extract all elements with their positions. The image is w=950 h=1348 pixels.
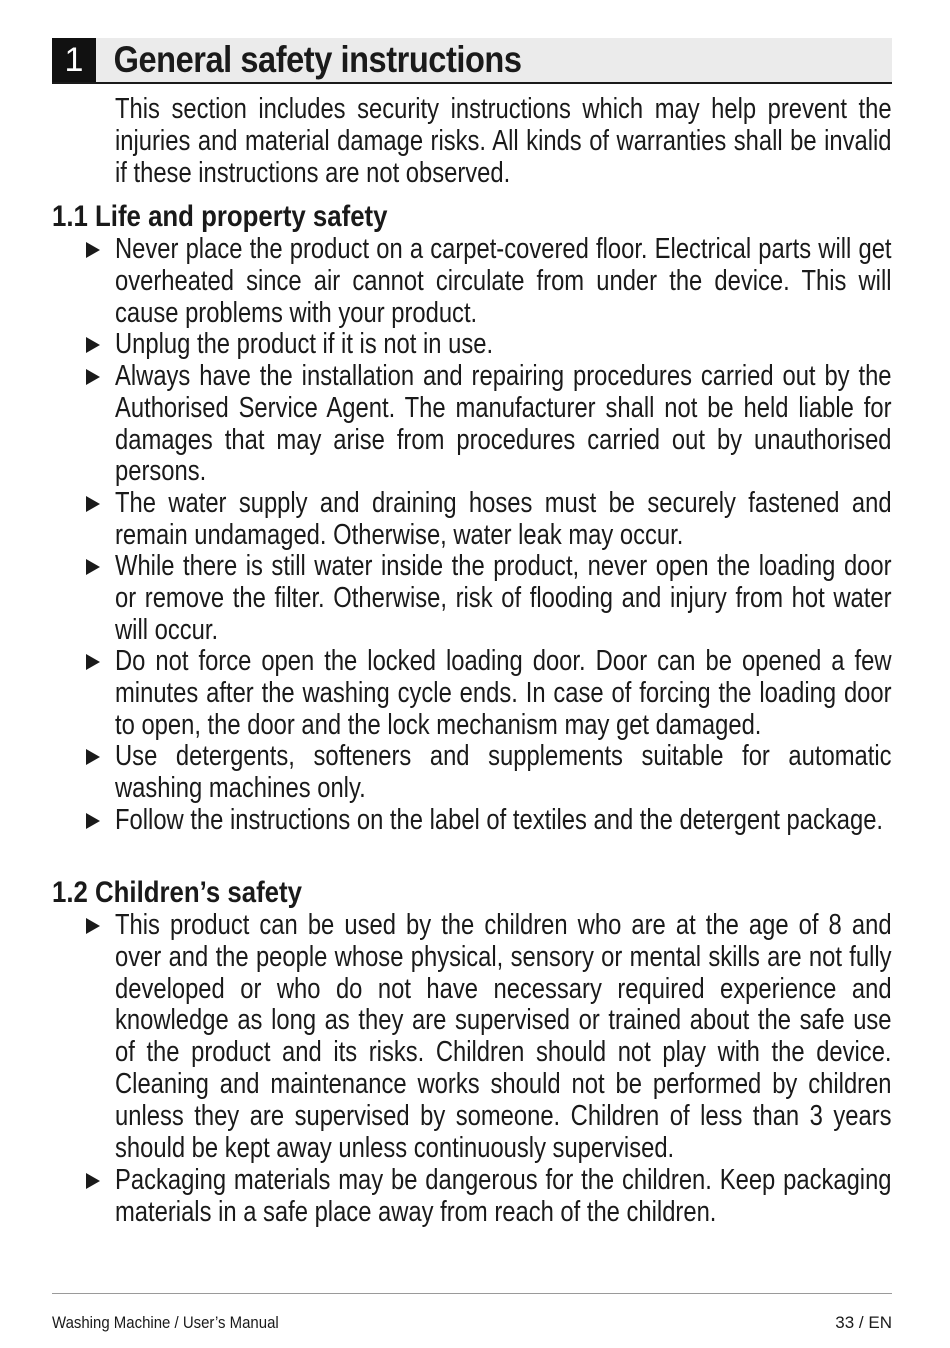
- bullet-arrow-icon: [86, 1173, 100, 1189]
- subsection-title-childrens-safety: 1.2 Children’s safety: [52, 876, 302, 909]
- childrens-safety-list: [52, 910, 892, 1228]
- bullet-arrow-icon: [86, 242, 100, 258]
- list-item: Packaging materials may be dangerous for the children. Keep packaging materials in a safe place away from reach of the children.: [52, 1165, 892, 1228]
- section-title: General safety instructions: [113, 39, 522, 80]
- bullet-arrow-icon: [86, 918, 100, 934]
- page-content: [52, 38, 892, 1228]
- bullet-arrow-icon: [86, 496, 100, 512]
- list-item: This product can be used by the children who are at the age of 8 and over and the people whose physical, sensory or mental skills are not fully developed or who do not have necessary required experience and knowledge as long as they are supervised or trained about the safe use of the product and its risks. Children should not play with the device. Cleaning and maintenance works should not be performed by children unless they are supervised by someone. Children of less than 3 years should be kept away unless continuously supervised.: [52, 910, 892, 1165]
- list-item: While there is still water inside the product, never open the loading door or remove the filter. Otherwise, risk of flooding and injury from hot water will occur.: [52, 551, 892, 646]
- list-item: Use detergents, softeners and supplements suitable for automatic washing machines only.: [52, 741, 892, 805]
- list-item: Always have the installation and repairing procedures carried out by the Authorised Service Agent. The manufacturer shall not be held liable for damages that may arise from procedures carried out by unauthorised persons.: [52, 361, 892, 488]
- section-heading: [52, 38, 892, 84]
- subsection-title-life-property: 1.1 Life and property safety: [52, 200, 388, 233]
- footer-page-number: 33 / EN: [835, 1313, 892, 1332]
- bullet-arrow-icon: [86, 369, 100, 385]
- list-item: Do not force open the locked loading door. Door can be opened a few minutes after the washing cycle ends. In case of forcing the loading door to open, the door and the lock mechanism may get damaged.: [52, 646, 892, 741]
- footer-divider: [52, 1293, 892, 1294]
- bullet-arrow-icon: [86, 337, 100, 353]
- section-number: 1: [52, 38, 96, 82]
- bullet-arrow-icon: [86, 559, 100, 575]
- bullet-arrow-icon: [86, 654, 100, 670]
- life-property-list: [52, 234, 892, 868]
- list-item: The water supply and draining hoses must be securely fastened and remain undamaged. Otherwise, water leak may occur.: [52, 488, 892, 551]
- section-intro: This section includes security instructions which may help prevent the injuries and material damage risks. All kinds of warranties shall be invalid if these instructions are not observed.: [115, 93, 892, 189]
- bullet-arrow-icon: [86, 813, 100, 829]
- bullet-arrow-icon: [86, 749, 100, 765]
- list-item: Unplug the product if it is not in use.: [52, 329, 892, 361]
- footer-manual-title: Washing Machine / User’s Manual: [52, 1313, 279, 1332]
- list-item: Never place the product on a carpet-covered floor. Electrical parts will get overheated since air cannot circulate from under the device. This will cause problems with your product.: [52, 234, 892, 329]
- list-item: Follow the instructions on the label of textiles and the detergent package.: [52, 805, 892, 868]
